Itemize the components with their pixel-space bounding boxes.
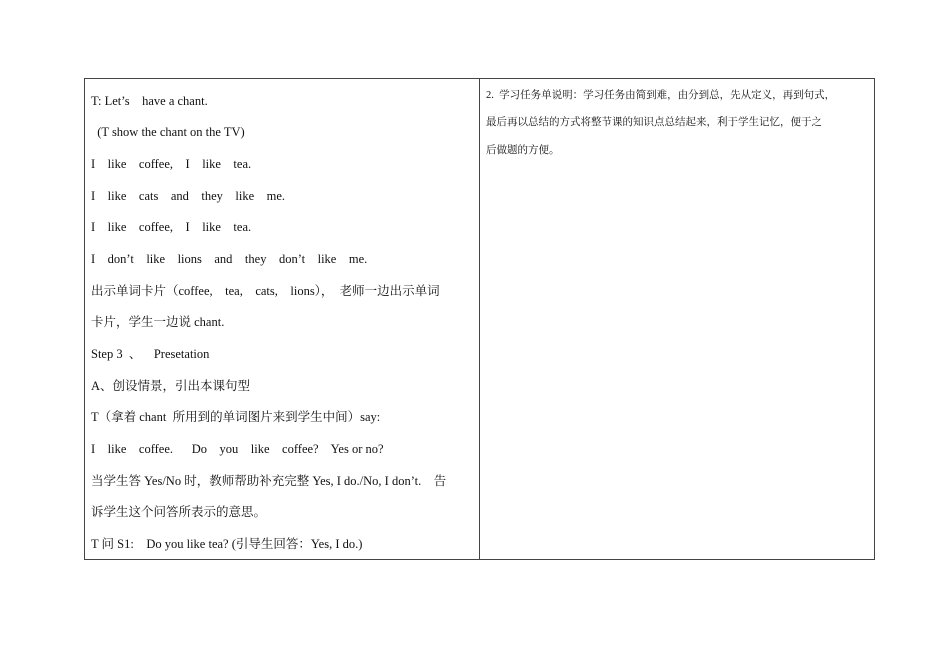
text-line: Step 3 、 Presetation — [91, 347, 210, 361]
text-line: 后做题的方便。 — [486, 145, 560, 156]
text-line: I like coffee, I like tea. — [91, 220, 252, 234]
design-notes-cell — [480, 79, 874, 559]
text-line: T（拿着 chant 所用到的单词图片来到学生中间）say: — [91, 410, 381, 424]
text-line: 当学生答 Yes/No 时，教师帮助补充完整 Yes, I do./No, I don’t. 告 — [91, 474, 447, 488]
text-line: 卡片，学生一边说 chant. — [91, 315, 225, 329]
text-line: I like coffee. Do you like coffee? Yes or no? — [91, 442, 384, 456]
text-line: I like cats and they like me. — [91, 189, 286, 203]
text-line: (T show the chant on the TV) — [91, 125, 245, 139]
teaching-process-cell — [85, 79, 479, 559]
text-line: 最后再以总结的方式将整节课的知识点总结起来，利于学生记忆，便于之 — [486, 117, 822, 128]
text-line: T 问 S1: Do you like tea? (引导生回答：Yes, I do.) — [91, 537, 363, 551]
text-line: I like coffee, I like tea. — [91, 157, 252, 171]
text-line: A、创设情景，引出本课句型 — [91, 379, 251, 393]
text-line: 2. 学习任务单说明：学习任务由简到难，由分到总，先从定义，再到句式， — [486, 90, 836, 101]
text-line: 出示单词卡片（coffee, tea, cats, lions）， 老师一边出示单词 — [91, 284, 440, 298]
text-line: 诉学生这个问答所表示的意思。 — [91, 505, 267, 519]
lesson-table — [84, 78, 875, 560]
text-line: I don’t like lions and they don’t like me. — [91, 252, 368, 266]
text-line: T: Let’s have a chant. — [91, 94, 208, 108]
